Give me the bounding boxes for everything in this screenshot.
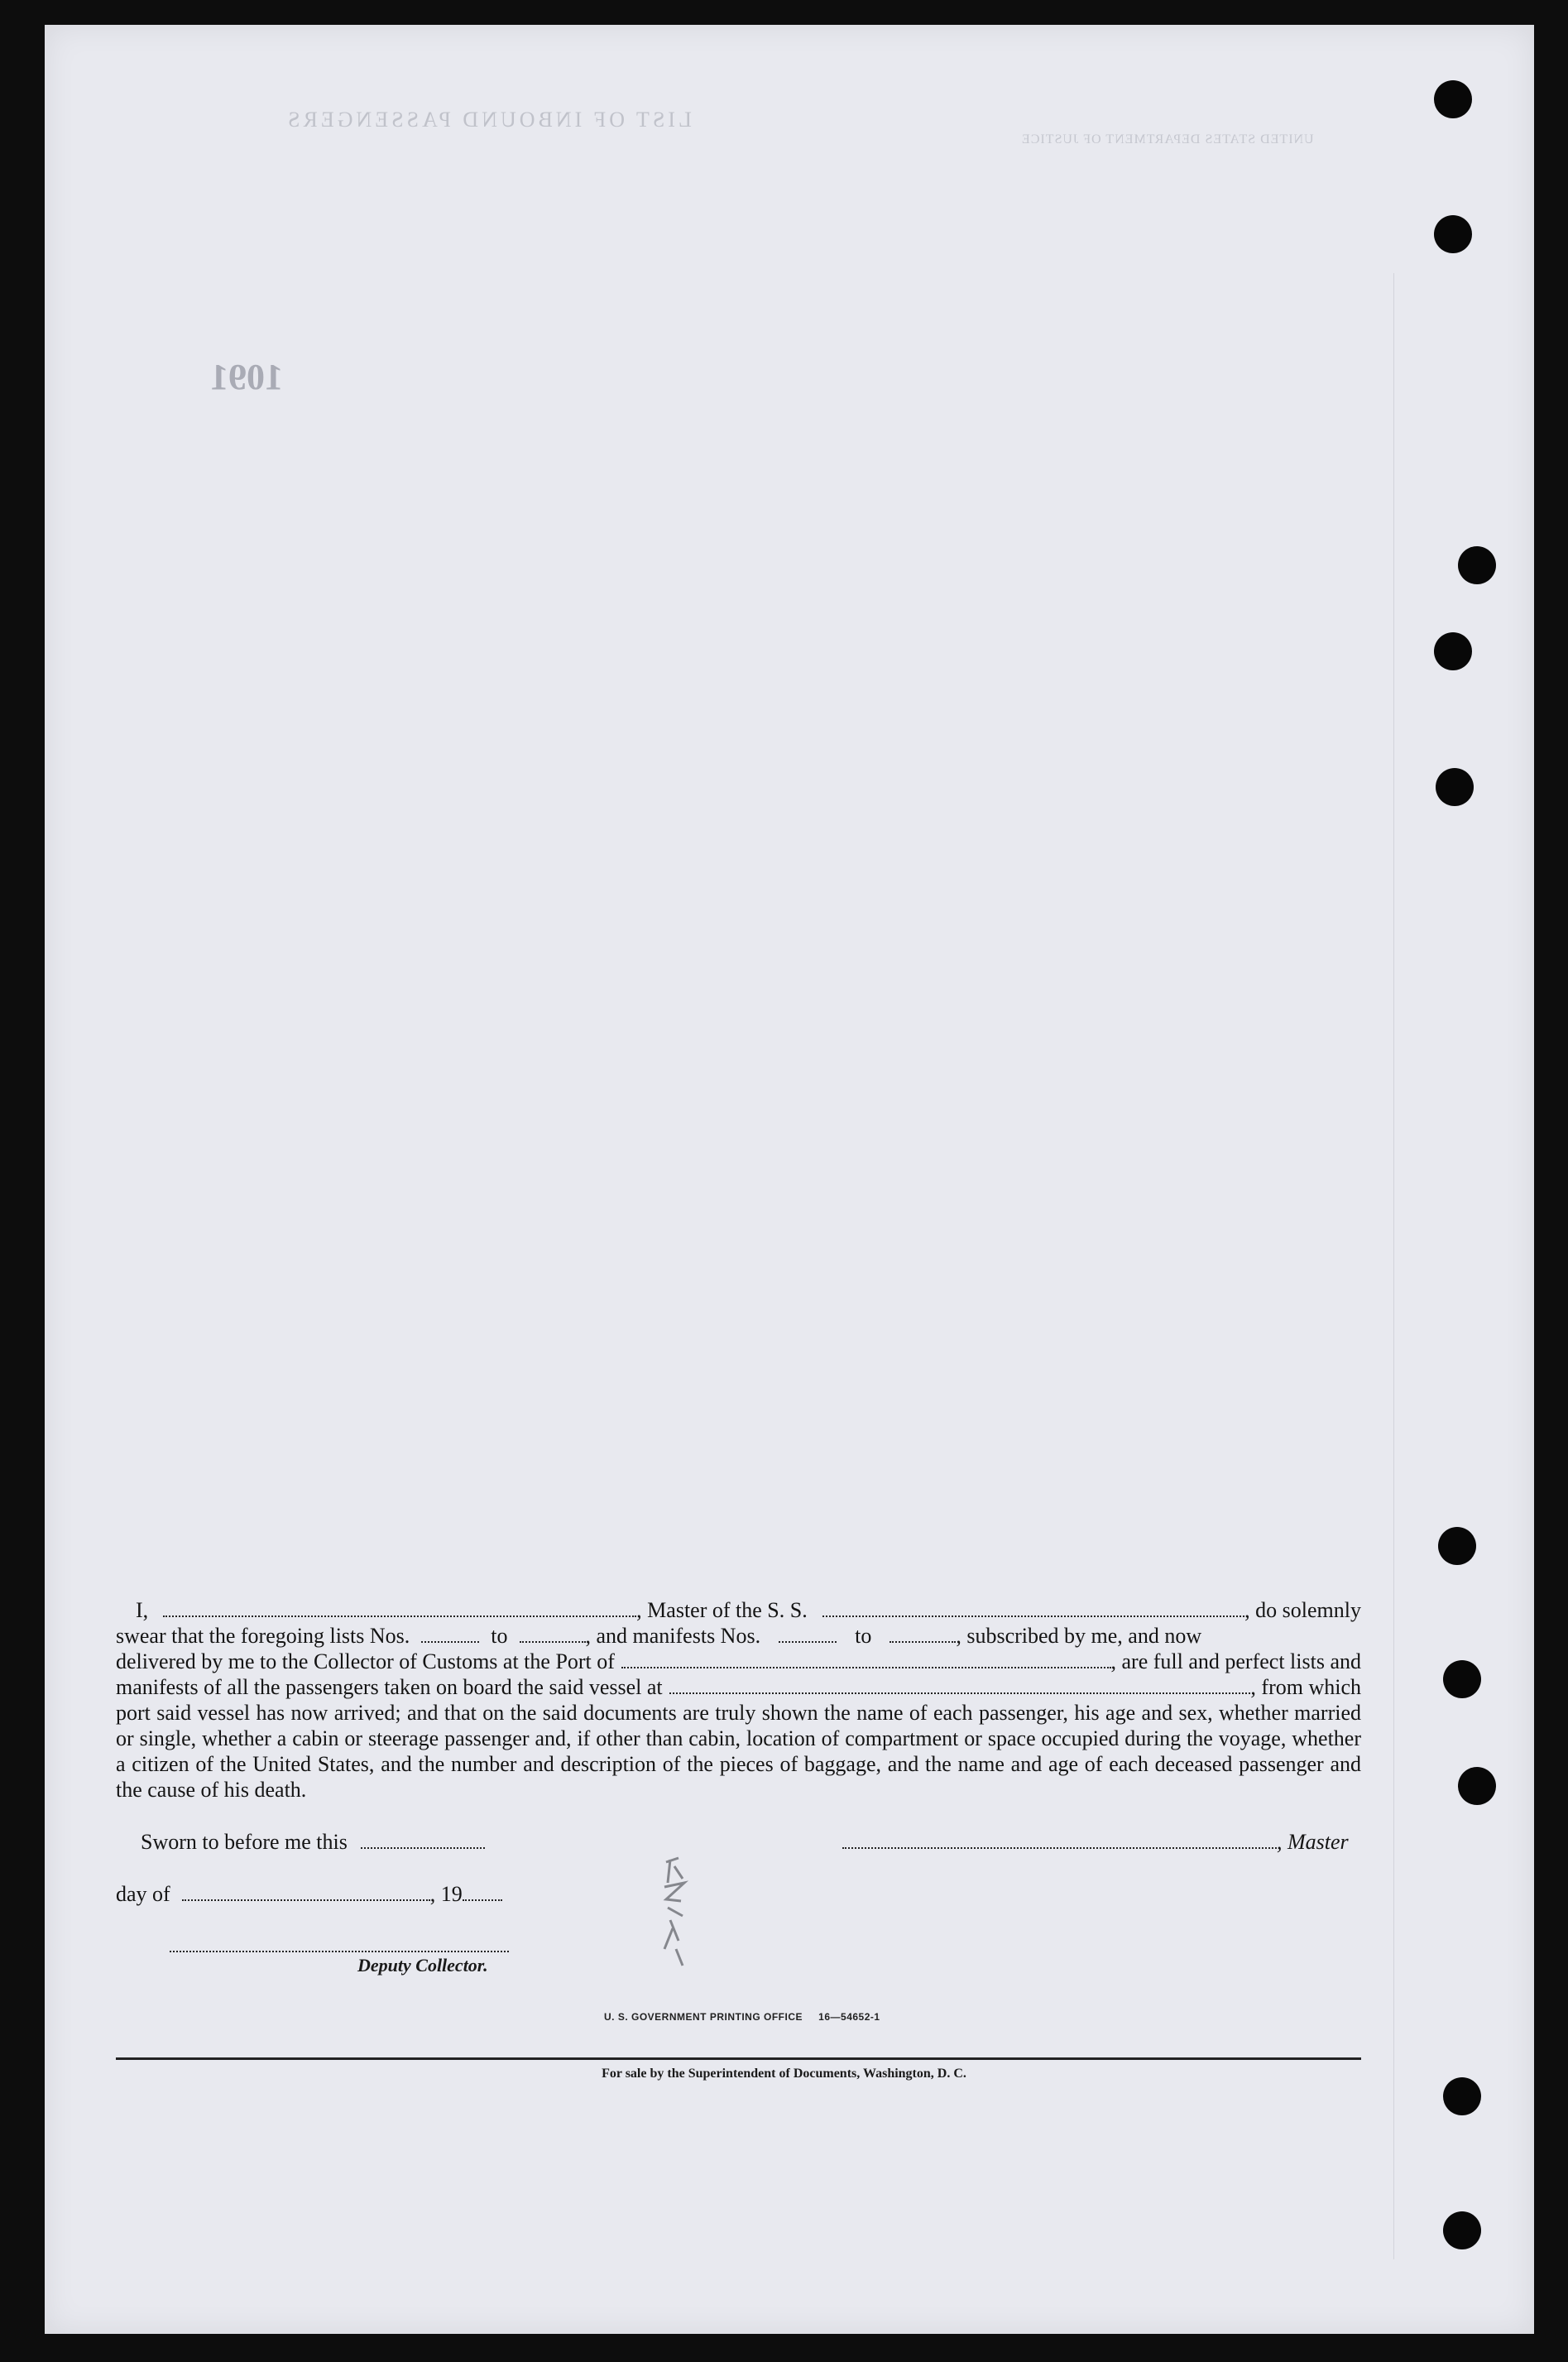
master-label: , Master [1277, 1830, 1349, 1854]
binder-hole [1436, 768, 1474, 806]
day-of-row [116, 1882, 502, 1907]
lists-from-field[interactable] [421, 1625, 479, 1643]
vessel-name-field[interactable] [822, 1599, 1244, 1617]
bleed-through-stamp: 1091 [210, 357, 283, 397]
port-field[interactable] [621, 1650, 1111, 1668]
manifests-to-field[interactable] [889, 1625, 956, 1643]
master-signature-field[interactable] [842, 1831, 1277, 1849]
binder-hole [1443, 2211, 1481, 2249]
binder-hole [1434, 80, 1472, 118]
oath-line-3 [116, 1649, 1361, 1674]
sale-note: For sale by the Superintendent of Documents, Washington, D. C. [602, 2067, 966, 2081]
departure-port-field[interactable] [669, 1676, 1251, 1694]
binder-hole [1434, 215, 1472, 253]
document-sheet [45, 25, 1534, 2334]
oath-master-of: , Master of the S. S. [636, 1598, 808, 1622]
lists-to-field[interactable] [520, 1625, 586, 1643]
binder-hole [1458, 546, 1496, 584]
bleed-through-column-line [1393, 273, 1394, 2259]
bleed-through-header-left: LIST OF INBOUND PASSENGERS [285, 108, 692, 132]
oath-from-which: , from which [1250, 1675, 1361, 1699]
sworn-day-field[interactable] [361, 1831, 485, 1849]
master-name-field[interactable] [163, 1599, 636, 1617]
master-oath [116, 1597, 1361, 1803]
oath-manifests-label: , and manifests Nos. [585, 1624, 761, 1648]
day-of-label: day of [116, 1882, 170, 1906]
oath-to-2: to [855, 1624, 872, 1648]
oath-subscribed: , subscribed by me, and now [956, 1624, 1202, 1648]
year-field[interactable] [463, 1883, 502, 1901]
deputy-collector-label: Deputy Collector. [357, 1955, 488, 1976]
sworn-row [141, 1830, 485, 1855]
printing-office-note: U. S. GOVERNMENT PRINTING OFFICE 16—54652-1 [604, 2011, 880, 2023]
oath-to-1: to [491, 1624, 508, 1648]
oath-solemnly: , do solemnly [1244, 1598, 1361, 1622]
oath-line-4 [116, 1674, 1361, 1700]
master-signature-row [842, 1830, 1349, 1855]
oath-line-1 [116, 1597, 1361, 1623]
oath-line-2 [116, 1623, 1361, 1649]
oath-full-lists: , are full and perfect lists and [1110, 1649, 1361, 1673]
oath-port-label: delivered by me to the Collector of Customs at the Port of [116, 1649, 615, 1673]
month-field[interactable] [182, 1883, 430, 1901]
year-label: , 19 [429, 1882, 463, 1906]
binder-hole [1443, 1660, 1481, 1698]
binder-hole [1438, 1527, 1476, 1565]
oath-lists-label: swear that the foregoing lists Nos. [116, 1624, 410, 1648]
manifests-from-field[interactable] [779, 1625, 837, 1643]
binder-hole [1434, 632, 1472, 670]
sworn-label: Sworn to before me this [141, 1830, 348, 1854]
binder-hole [1443, 2077, 1481, 2115]
footer-rule [116, 2057, 1361, 2060]
binder-hole [1458, 1767, 1496, 1805]
oath-vessel-at-label: manifests of all the passengers taken on board the said vessel at [116, 1675, 663, 1699]
oath-body: port said vessel has now arrived; and that on the said documents are truly shown the name of each passenger, his age and sex, whether married or single, whether a cabin or steerage passenger and, if other than cabin, location of compartment or space occupied during the voyage, whether a citizen of the United States, and the number and description of the pieces of baggage, and the name and age of each deceased passenger and the cause of his death. [116, 1701, 1361, 1802]
oath-intro: I, [136, 1598, 149, 1622]
bleed-through-header-right: UNITED STATES DEPARTMENT OF JUSTICE [1021, 132, 1314, 146]
handwritten-smudge [650, 1850, 699, 1974]
deputy-collector-line[interactable] [170, 1951, 509, 1952]
